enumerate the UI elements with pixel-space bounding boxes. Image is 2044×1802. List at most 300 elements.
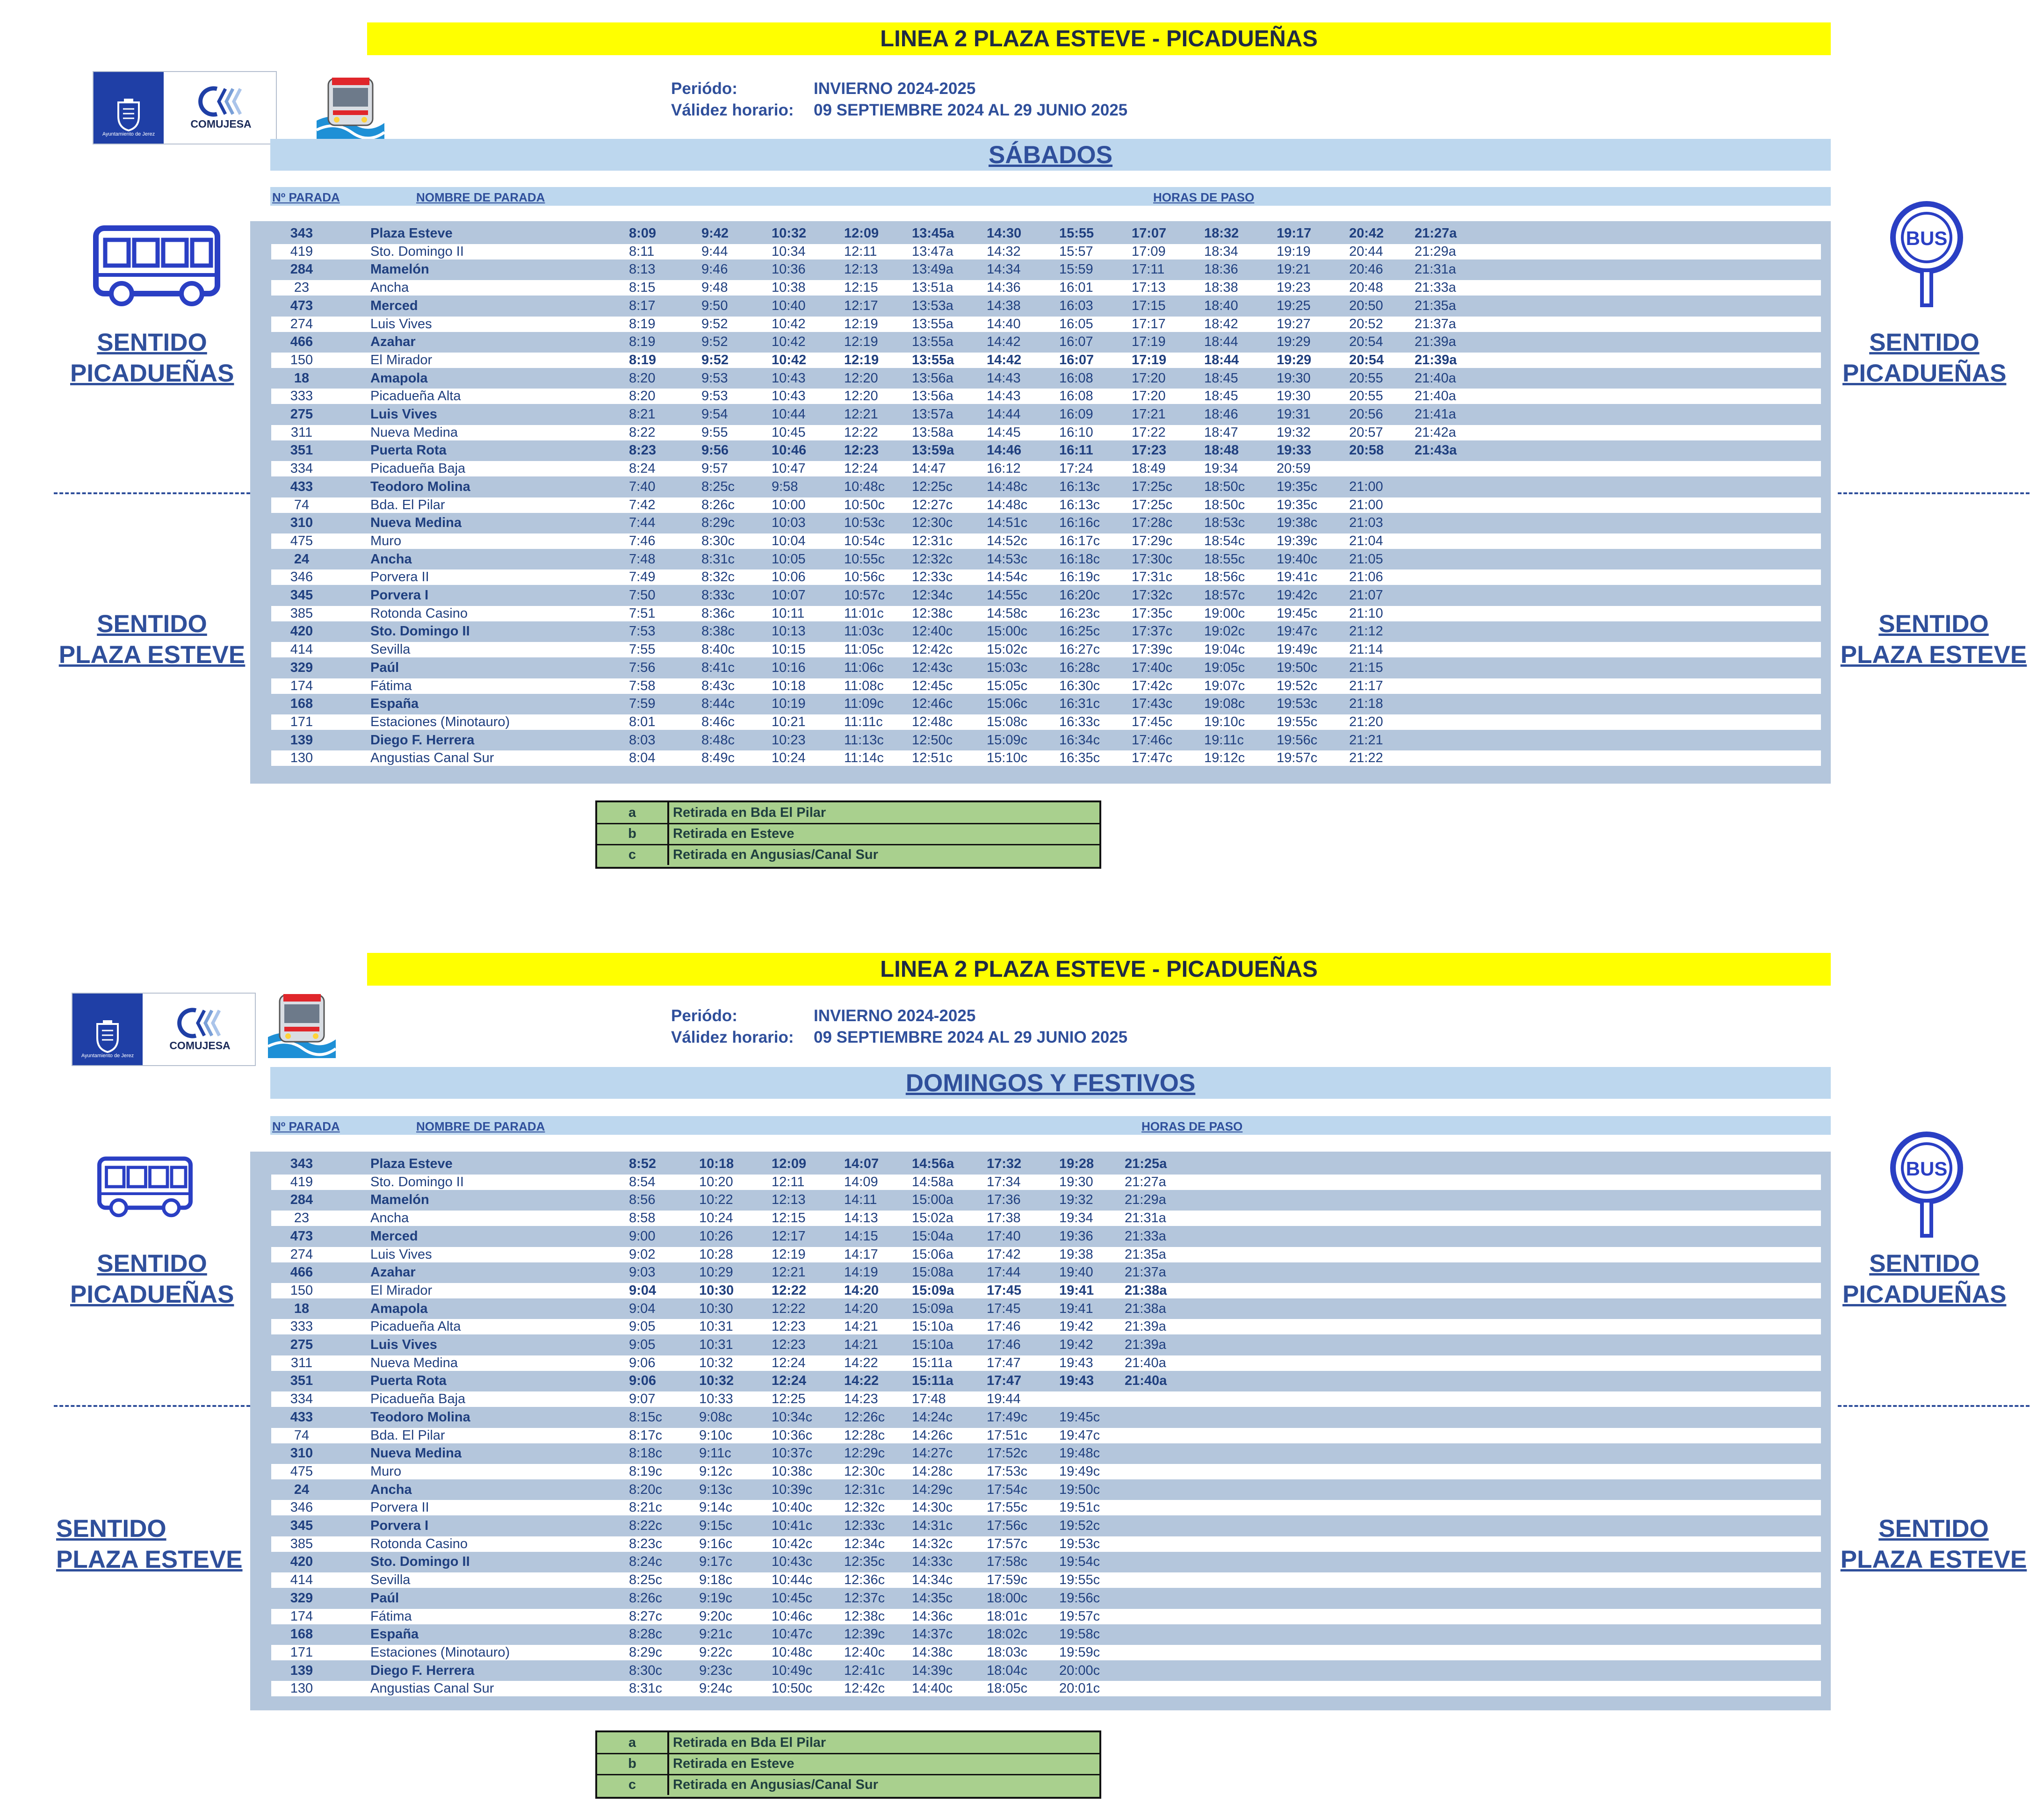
pass-time: 8:19 (629, 334, 656, 350)
stop-name: Puerta Rota (370, 443, 447, 458)
pass-time: 18:36 (1204, 262, 1238, 277)
stop-name: Nueva Medina (370, 1355, 458, 1370)
pass-time: 18:55c (1204, 551, 1245, 567)
pass-time: 14:43 (987, 389, 1021, 404)
pass-time: 7:58 (629, 678, 656, 693)
pass-time: 14:34 (987, 262, 1021, 277)
pass-time: 19:04c (1204, 642, 1245, 657)
pass-time: 21:21 (1349, 732, 1383, 748)
stop-number: 174 (290, 678, 313, 693)
pass-time: 20:01c (1059, 1681, 1100, 1696)
pass-time: 15:04a (912, 1228, 953, 1244)
pass-time: 14:38 (987, 298, 1021, 313)
pass-time: 14:15 (844, 1228, 878, 1244)
pass-time: 17:49c (987, 1409, 1028, 1425)
table-row (271, 1446, 1821, 1461)
pass-time: 16:28c (1059, 660, 1100, 675)
schedule-sundays-holidays (0, 930, 2044, 1802)
stop-number: 23 (294, 1211, 310, 1226)
legend-key: a (597, 1732, 669, 1753)
pass-time: 8:18c (629, 1446, 662, 1461)
stop-name: Picadueña Alta (370, 1319, 461, 1334)
pass-time: 9:23c (699, 1663, 732, 1678)
pass-time: 21:22 (1349, 750, 1383, 766)
pass-time: 16:31c (1059, 696, 1100, 712)
stop-number: 351 (290, 443, 313, 458)
pass-time: 10:26 (699, 1228, 733, 1244)
pass-time: 12:51c (912, 750, 953, 766)
legend-key: c (597, 844, 669, 865)
pass-time: 9:16c (699, 1536, 732, 1551)
pass-time: 14:31c (912, 1518, 953, 1533)
pass-time: 14:58a (912, 1174, 953, 1189)
stop-number: 385 (290, 1536, 313, 1551)
stop-number: 284 (290, 1192, 313, 1208)
pass-time: 21:27a (1125, 1174, 1166, 1189)
pass-time: 17:42c (1132, 678, 1173, 693)
pass-time: 21:12 (1349, 624, 1383, 639)
comujesa-logo: COMUJESA (166, 72, 276, 144)
pass-time: 17:35c (1132, 605, 1173, 621)
stop-name: Rotonda Casino (370, 1536, 468, 1551)
pass-time: 14:30c (912, 1500, 953, 1515)
pass-time: 19:39c (1277, 533, 1318, 548)
pass-time: 17:13 (1132, 280, 1166, 296)
pass-time: 12:43c (912, 660, 953, 675)
pass-time: 16:20c (1059, 588, 1100, 603)
stop-number: 274 (290, 316, 313, 332)
stop-name: Muro (370, 533, 402, 548)
pass-time: 12:31c (912, 533, 953, 548)
stop-number: 130 (290, 1681, 313, 1696)
stop-name: Ancha (370, 551, 412, 567)
stop-number: 414 (290, 1572, 313, 1588)
pass-time: 19:35c (1277, 479, 1318, 494)
pass-time: 9:05 (629, 1337, 656, 1352)
pass-time: 19:28 (1059, 1156, 1094, 1171)
pass-time: 17:25c (1132, 479, 1173, 494)
period-info (671, 1005, 1127, 1048)
pass-time: 8:49c (701, 750, 735, 766)
pass-time: 12:19 (844, 334, 878, 350)
pass-time: 10:21 (772, 714, 806, 729)
table-row (271, 678, 1821, 694)
pass-time: 16:11 (1059, 443, 1093, 458)
pass-time: 12:25 (772, 1391, 806, 1407)
pass-time: 12:21 (844, 407, 878, 422)
pass-time: 19:29 (1277, 334, 1311, 350)
pass-time: 14:36 (987, 280, 1021, 296)
pass-time: 12:31c (844, 1482, 885, 1497)
stop-name: Amapola (370, 370, 428, 386)
pass-time: 17:22 (1132, 425, 1166, 440)
table-row (271, 750, 1821, 766)
pass-time: 10:46 (772, 443, 807, 458)
pass-time: 10:43c (772, 1554, 813, 1570)
direction-label-esteve-left: SENTIDO PLAZA ESTEVE (58, 610, 246, 669)
table-row (271, 1410, 1821, 1425)
pass-time: 14:45 (987, 425, 1021, 440)
legend-text: Retirada en Bda El Pilar (673, 805, 826, 820)
pass-time: 8:20 (629, 370, 656, 386)
pass-time: 17:34 (987, 1174, 1021, 1189)
pass-time: 10:36c (772, 1427, 813, 1443)
pass-time: 11:06c (844, 660, 884, 675)
pass-time: 19:23 (1277, 280, 1311, 296)
stop-name: Muro (370, 1463, 402, 1479)
pass-time: 14:35c (912, 1590, 953, 1606)
pass-time: 10:44c (772, 1572, 813, 1588)
pass-time: 17:07 (1132, 226, 1167, 241)
pass-time: 8:31c (701, 551, 735, 567)
stop-number: 419 (290, 244, 313, 259)
stop-number: 346 (290, 1500, 313, 1515)
stop-number: 150 (290, 352, 313, 368)
pass-time: 10:00 (772, 497, 806, 512)
pass-time: 9:13c (699, 1482, 732, 1497)
table-row (271, 569, 1821, 585)
pass-time: 21:14 (1349, 642, 1383, 657)
pass-time: 18:04c (987, 1663, 1028, 1678)
municipal-logo (72, 993, 256, 1066)
pass-time: 10:33 (699, 1391, 733, 1407)
pass-time: 19:59c (1059, 1644, 1100, 1660)
legend-row (597, 802, 1099, 824)
table-row (271, 371, 1821, 386)
stop-name: Angustias Canal Sur (370, 1681, 494, 1696)
pass-time: 10:32 (699, 1355, 733, 1370)
pass-time: 21:40a (1125, 1373, 1167, 1389)
stop-name: Fátima (370, 678, 412, 693)
validity-value: 09 SEPTIEMBRE 2024 AL 29 JUNIO 2025 (814, 1028, 1128, 1046)
pass-time: 15:09c (987, 732, 1028, 748)
pass-time: 10:32 (699, 1373, 734, 1389)
pass-time: 10:32 (772, 226, 807, 241)
stop-name: Sto. Domingo II (370, 1554, 470, 1570)
stop-name: Porvera I (370, 1518, 429, 1533)
pass-time: 19:42 (1059, 1319, 1093, 1334)
table-row (271, 1211, 1821, 1226)
pass-time: 10:42c (772, 1536, 813, 1551)
pass-time: 15:57 (1059, 244, 1093, 259)
stop-name: Porvera I (370, 588, 429, 603)
pass-time: 12:23 (772, 1337, 806, 1352)
pass-time: 12:24 (844, 461, 878, 476)
pass-time: 10:16 (772, 660, 806, 675)
stop-number: 345 (290, 588, 313, 603)
bus-front-icon (314, 74, 387, 146)
pass-time: 8:40c (701, 642, 735, 657)
stop-number: 466 (290, 1265, 313, 1280)
pass-time: 19:55c (1277, 714, 1318, 729)
legend-table (595, 1730, 1101, 1799)
pass-time: 18:42 (1204, 316, 1238, 332)
table-row (271, 1518, 1821, 1534)
stop-name: El Mirador (370, 1283, 433, 1298)
pass-time: 7:46 (629, 533, 656, 548)
pass-time: 12:11 (844, 244, 877, 259)
pass-time: 10:31 (699, 1337, 733, 1352)
pass-time: 17:09 (1132, 244, 1166, 259)
stop-number: 334 (290, 1391, 313, 1407)
stop-number: 150 (290, 1283, 313, 1298)
table-row (271, 334, 1821, 350)
pass-time: 18:53c (1204, 515, 1245, 531)
pass-time: 12:50c (912, 732, 953, 748)
pass-time: 12:17 (844, 298, 878, 313)
pass-time: 12:13 (772, 1192, 806, 1208)
pass-time: 10:39c (772, 1482, 813, 1497)
pass-time: 14:26c (912, 1427, 953, 1443)
table-row (271, 425, 1821, 440)
schedule-saturdays (0, 0, 2044, 888)
pass-time: 14:23 (844, 1391, 878, 1407)
pass-time: 20:00c (1059, 1663, 1100, 1678)
direction-divider-left (54, 1405, 250, 1407)
pass-time: 14:21 (844, 1319, 878, 1334)
pass-time: 13:56a (912, 370, 953, 386)
pass-time: 14:42 (987, 352, 1022, 368)
pass-time: 10:43 (772, 389, 806, 404)
stop-number: 74 (294, 1427, 310, 1443)
pass-time: 10:47c (772, 1627, 813, 1642)
pass-time: 9:06 (629, 1355, 656, 1370)
pass-time: 10:55c (844, 551, 885, 567)
pass-time: 13:55a (912, 334, 953, 350)
pass-time: 8:09 (629, 226, 657, 241)
table-row (271, 1337, 1821, 1353)
pass-time: 17:31c (1132, 569, 1173, 585)
pass-time: 19:45c (1059, 1409, 1100, 1425)
stop-name: El Mirador (370, 352, 433, 368)
pass-time: 10:46c (772, 1608, 813, 1624)
pass-time: 15:10a (912, 1319, 953, 1334)
pass-time: 19:05c (1204, 660, 1245, 675)
pass-time: 9:54 (701, 407, 728, 422)
pass-time: 13:57a (912, 407, 953, 422)
table-row (271, 226, 1821, 241)
table-row (271, 1247, 1821, 1262)
pass-time: 21:00 (1349, 479, 1383, 494)
pass-time: 12:48c (912, 714, 953, 729)
pass-time: 8:52 (629, 1156, 657, 1171)
pass-time: 12:22 (844, 425, 878, 440)
pass-time: 21:35a (1125, 1247, 1166, 1262)
pass-time: 12:30c (844, 1463, 885, 1479)
pass-time: 19:42c (1277, 588, 1318, 603)
pass-time: 16:05 (1059, 316, 1093, 332)
pass-time: 8:46c (701, 714, 735, 729)
pass-time: 21:39a (1125, 1337, 1166, 1352)
pass-time: 21:39a (1415, 352, 1457, 368)
legend-row (597, 1774, 1099, 1795)
pass-time: 10:50c (772, 1681, 813, 1696)
stop-number: 139 (290, 732, 313, 748)
pass-time: 10:22 (699, 1192, 733, 1208)
pass-time: 17:11 (1132, 262, 1165, 277)
direction-label-esteve-left: SENTIDO PLAZA ESTEVE (56, 1515, 243, 1573)
pass-time: 8:15c (629, 1409, 662, 1425)
legend-key: c (597, 1774, 669, 1795)
pass-time: 17:23 (1132, 443, 1167, 458)
pass-time: 8:54 (629, 1174, 656, 1189)
pass-time: 17:45 (987, 1283, 1022, 1298)
table-row (271, 1428, 1821, 1443)
legend-text: Retirada en Angusias/Canal Sur (673, 847, 878, 862)
table-row (271, 353, 1821, 368)
pass-time: 7:51 (629, 605, 656, 621)
pass-time: 11:01c (844, 605, 884, 621)
pass-time: 14:54c (987, 569, 1028, 585)
pass-time: 13:56a (912, 389, 953, 404)
pass-time: 13:45a (912, 226, 954, 241)
legend-row (597, 1732, 1099, 1754)
table-row (271, 660, 1821, 676)
table-row (271, 1192, 1821, 1208)
stop-number: 345 (290, 1518, 313, 1533)
pass-time: 18:45 (1204, 370, 1238, 386)
table-row (271, 317, 1821, 332)
stop-number: 310 (290, 1446, 313, 1461)
pass-time: 12:19 (844, 316, 878, 332)
pass-time: 7:44 (629, 515, 656, 531)
pass-time: 21:38a (1125, 1301, 1166, 1316)
pass-time: 9:07 (629, 1391, 656, 1407)
pass-time: 17:45 (987, 1301, 1021, 1316)
pass-time: 10:31 (699, 1319, 733, 1334)
pass-time: 15:08a (912, 1265, 953, 1280)
pass-time: 12:20 (844, 370, 878, 386)
pass-time: 17:53c (987, 1463, 1028, 1479)
table-row (271, 642, 1821, 657)
pass-time: 19:53c (1059, 1536, 1100, 1551)
pass-time: 17:45c (1132, 714, 1173, 729)
pass-time: 8:17c (629, 1427, 662, 1443)
pass-time: 21:31a (1415, 262, 1456, 277)
pass-time: 10:13 (772, 624, 806, 639)
pass-time: 16:10 (1059, 425, 1093, 440)
pass-time: 12:32c (844, 1500, 885, 1515)
pass-time: 21:43a (1415, 443, 1457, 458)
pass-time: 14:11 (844, 1192, 877, 1208)
pass-time: 19:00c (1204, 605, 1245, 621)
pass-time: 11:08c (844, 678, 884, 693)
pass-time: 21:15 (1349, 660, 1383, 675)
pass-time: 14:52c (987, 533, 1028, 548)
table-row (271, 1355, 1821, 1371)
pass-time: 8:30c (701, 533, 735, 548)
pass-time: 19:57c (1059, 1608, 1100, 1624)
pass-time: 9:56 (701, 443, 729, 458)
pass-time: 7:42 (629, 497, 656, 512)
pass-time: 14:55c (987, 588, 1028, 603)
pass-time: 12:13 (844, 262, 878, 277)
pass-time: 12:22 (772, 1283, 807, 1298)
pass-time: 17:47 (987, 1373, 1022, 1389)
pass-time: 12:11 (772, 1174, 805, 1189)
line-title: LINEA 2 PLAZA ESTEVE - PICADUEÑAS (367, 22, 1831, 55)
pass-time: 7:49 (629, 569, 656, 585)
col-horas: HORAS DE PASO (1141, 1119, 1243, 1133)
pass-time: 21:29a (1125, 1192, 1166, 1208)
pass-time: 20:48 (1349, 280, 1383, 296)
stop-number: 466 (290, 334, 313, 350)
pass-time: 9:15c (699, 1518, 732, 1533)
pass-time: 14:22 (844, 1355, 878, 1370)
pass-time: 19:36 (1059, 1228, 1093, 1244)
pass-time: 21:29a (1415, 244, 1456, 259)
pass-time: 18:47 (1204, 425, 1238, 440)
pass-time: 14:40c (912, 1681, 953, 1696)
svg-text:BUS: BUS (1906, 227, 1948, 249)
pass-time: 19:50c (1277, 660, 1318, 675)
table-row (271, 479, 1821, 495)
pass-time: 19:34 (1059, 1211, 1093, 1226)
pass-time: 12:39c (844, 1627, 885, 1642)
pass-time: 10:11 (772, 605, 805, 621)
pass-time: 12:35c (844, 1554, 885, 1570)
pass-time: 13:53a (912, 298, 953, 313)
pass-time: 8:11 (629, 244, 655, 259)
pass-time: 17:59c (987, 1572, 1028, 1588)
pass-time: 10:45c (772, 1590, 813, 1606)
pass-time: 17:20 (1132, 389, 1166, 404)
pass-time: 21:40a (1415, 370, 1456, 386)
pass-time: 17:44 (987, 1265, 1021, 1280)
stop-name: Azahar (370, 334, 416, 350)
legend-text: Retirada en Bda El Pilar (673, 1735, 826, 1750)
pass-time: 20:54 (1349, 352, 1384, 368)
pass-time: 15:05c (987, 678, 1028, 693)
pass-time: 19:58c (1059, 1627, 1100, 1642)
pass-time: 18:44 (1204, 352, 1239, 368)
pass-time: 12:32c (912, 551, 953, 567)
direction-label-esteve-right: SENTIDO PLAZA ESTEVE (1840, 610, 2027, 669)
pass-time: 12:27c (912, 497, 953, 512)
pass-time: 12:21 (772, 1265, 806, 1280)
pass-time: 16:03 (1059, 298, 1093, 313)
pass-time: 18:46 (1204, 407, 1238, 422)
stop-name: Amapola (370, 1301, 428, 1316)
pass-time: 10:30 (699, 1283, 734, 1298)
pass-time: 18:00c (987, 1590, 1028, 1606)
pass-time: 9:46 (701, 262, 728, 277)
pass-time: 10:18 (772, 678, 806, 693)
pass-time: 9:02 (629, 1247, 656, 1262)
pass-time: 21:33a (1415, 280, 1456, 296)
pass-time: 10:34c (772, 1409, 813, 1425)
period-label: Periódo: (671, 1007, 737, 1025)
pass-time: 19:35c (1277, 497, 1318, 512)
direction-label-esteve-right: SENTIDO PLAZA ESTEVE (1840, 1515, 2027, 1573)
stop-name: Porvera II (370, 569, 429, 585)
pass-time: 8:32c (701, 569, 735, 585)
pass-time: 21:27a (1415, 226, 1457, 241)
pass-time: 9:55 (701, 425, 728, 440)
pass-time: 17:28c (1132, 515, 1173, 531)
pass-time: 15:10c (987, 750, 1028, 766)
pass-time: 10:57c (844, 588, 885, 603)
legend-row (597, 844, 1099, 865)
pass-time: 16:17c (1059, 533, 1100, 548)
pass-time: 10:42 (772, 334, 806, 350)
pass-time: 21:18 (1349, 696, 1383, 712)
pass-time: 21:00 (1349, 497, 1383, 512)
pass-time: 19:49c (1059, 1463, 1100, 1479)
pass-time: 20:58 (1349, 443, 1384, 458)
stop-number: 414 (290, 642, 313, 657)
table-row (271, 1663, 1821, 1679)
